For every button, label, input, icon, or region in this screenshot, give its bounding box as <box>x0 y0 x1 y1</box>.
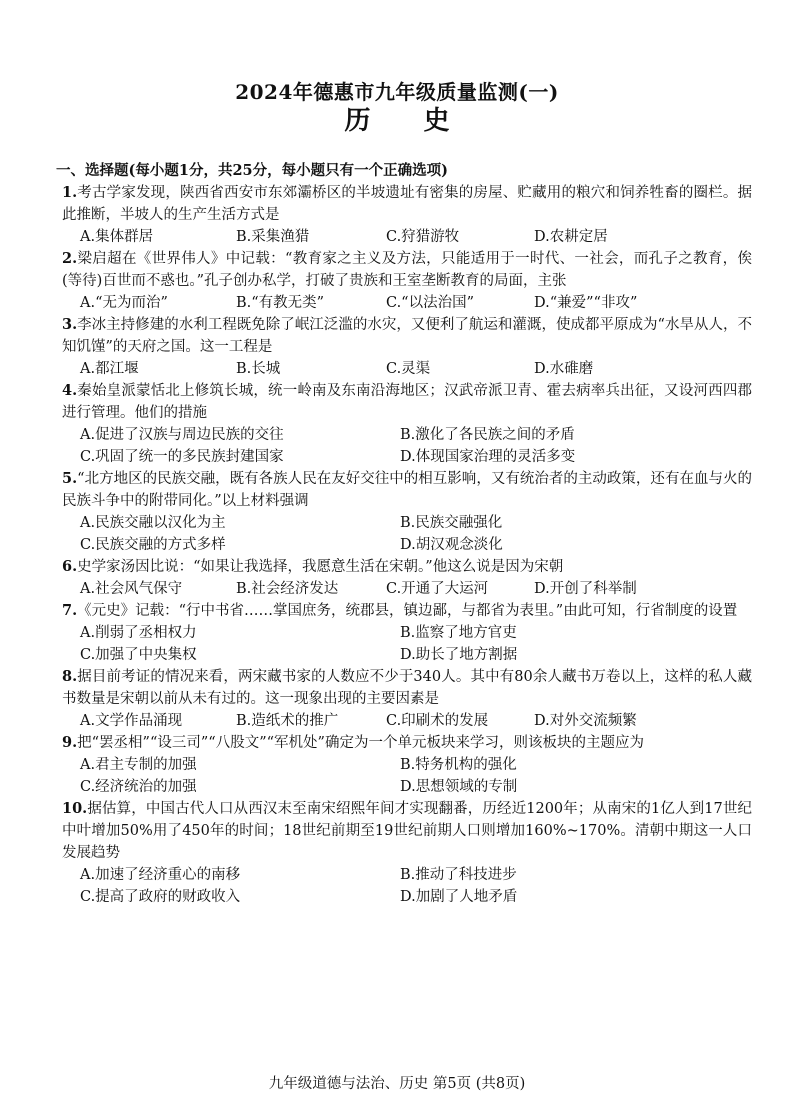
option-a: A.加速了经济重心的南移 <box>80 867 241 883</box>
options <box>62 886 752 908</box>
question-5 <box>62 468 752 556</box>
section-heading: 一、选择题(每小题1分，共25分，每小题只有一个正确选项) <box>56 162 448 179</box>
option-d: D.思想领域的专制 <box>400 779 518 795</box>
option-c: C.经济统治的加强 <box>80 779 197 795</box>
options <box>62 534 752 556</box>
question-1 <box>62 182 752 248</box>
options <box>62 512 752 534</box>
question-number: 5. <box>62 470 78 487</box>
question-number: 1. <box>62 184 78 201</box>
question-number: 9. <box>62 734 78 751</box>
question-2 <box>62 248 752 314</box>
option-b: B.长城 <box>236 361 281 377</box>
question-number: 8. <box>62 668 78 685</box>
option-a: A.君主专制的加强 <box>80 757 197 773</box>
options <box>62 226 752 248</box>
option-b: B.推动了科技进步 <box>400 867 517 883</box>
question-number: 2. <box>62 250 78 267</box>
question-stem: 把“罢丞相”“设三司”“八股文”“军机处”确定为一个单元板块来学习，则该板块的主题应为 <box>77 735 644 751</box>
option-b: B.社会经济发达 <box>236 581 339 597</box>
option-c: C.开通了大运河 <box>386 581 489 597</box>
question-stem: 据估算，中国古代人口从西汉末至南宋绍熙年间才实现翻番，历经近1200年；从南宋的1亿人到17世纪中叶增加50%用了450年的时间；18世纪前期至19世纪前期人口则增加160%~170%。清朝中期这一人口发展趋势 <box>62 801 752 861</box>
question-stem: 李冰主持修建的水利工程既免除了岷江泛滥的水灾，又便利了航运和灌溉，使成都平原成为“水旱从人，不知饥馑”的天府之国。这一工程是 <box>62 317 752 355</box>
question-number: 4. <box>62 382 78 399</box>
question-4 <box>62 380 752 468</box>
question-number: 7. <box>62 602 78 619</box>
option-a: A.都江堰 <box>80 361 139 377</box>
question-stem: 《元史》记载：“行中书省……掌国庶务，统郡县，镇边鄙，与都省为表里。”由此可知，行省制度的设置 <box>77 603 738 619</box>
options <box>62 292 752 314</box>
question-number: 10. <box>62 800 88 817</box>
option-b: B.特务机构的强化 <box>400 757 517 773</box>
options <box>62 622 752 644</box>
question-9 <box>62 732 752 798</box>
options <box>62 864 752 886</box>
option-c: C.加强了中央集权 <box>80 647 197 663</box>
question-10 <box>62 798 752 908</box>
question-stem: 史学家汤因比说：“如果让我选择，我愿意生活在宋朝。”他这么说是因为宋朝 <box>77 559 564 575</box>
option-a: A.民族交融以汉化为主 <box>80 515 226 531</box>
option-d: D.开创了科举制 <box>534 581 637 597</box>
option-d: D.体现国家治理的灵活多变 <box>400 449 576 465</box>
question-stem: 秦始皇派蒙恬北上修筑长城，统一岭南及东南沿海地区；汉武帝派卫青、霍去病率兵出征，又设河西四郡进行管理。他们的措施 <box>62 383 752 421</box>
question-number: 3. <box>62 316 78 333</box>
options <box>62 644 752 666</box>
subject-title: 历 史 <box>344 106 472 136</box>
option-c: C.巩固了统一的多民族封建国家 <box>80 449 284 465</box>
option-c: C.“以法治国” <box>386 295 475 311</box>
option-a: A.集体群居 <box>80 229 154 245</box>
options <box>62 446 752 468</box>
option-d: D.加剧了人地矛盾 <box>400 889 518 905</box>
option-c: C.提高了政府的财政收入 <box>80 889 241 905</box>
option-a: A.“无为而治” <box>80 295 168 311</box>
option-b: B.采集渔猎 <box>236 229 310 245</box>
options <box>62 754 752 776</box>
option-b: B.监察了地方官吏 <box>400 625 517 641</box>
question-6 <box>62 556 752 600</box>
option-a: A.促进了汉族与周边民族的交往 <box>80 427 284 443</box>
option-d: D.助长了地方割据 <box>400 647 518 663</box>
option-a: A.削弱了丞相权力 <box>80 625 197 641</box>
option-d: D.水碓磨 <box>534 361 594 377</box>
option-d: D.农耕定居 <box>534 229 608 245</box>
option-d: D.胡汉观念淡化 <box>400 537 503 553</box>
option-b: B.“有教无类” <box>236 295 325 311</box>
question-list <box>56 160 752 908</box>
options <box>62 578 752 600</box>
question-3 <box>62 314 752 380</box>
option-a: A.社会风气保守 <box>80 581 183 597</box>
options <box>62 358 752 380</box>
option-c: C.灵渠 <box>386 361 431 377</box>
options <box>62 424 752 446</box>
question-number: 6. <box>62 558 78 575</box>
options <box>62 710 752 732</box>
option-d: D.“兼爱”“非攻” <box>534 295 638 311</box>
question-stem: 据目前考证的情况来看，两宋藏书家的人数应不少于340人。其中有80余人藏书万卷以上，这样的私人藏书数量是宋朝以前从未有过的。这一现象出现的主要因素是 <box>62 669 752 707</box>
question-stem: “北方地区的民族交融，既有各族人民在友好交往中的相互影响，又有统治者的主动政策，还有在血与火的民族斗争中的附带同化。”以上材料强调 <box>62 471 752 509</box>
option-b: B.民族交融强化 <box>400 515 503 531</box>
question-7 <box>62 600 752 666</box>
question-stem: 考古学家发现，陕西省西安市东郊灞桥区的半坡遗址有密集的房屋、贮藏用的粮穴和饲养牲畜的圈栏。据此推断，半坡人的生产生活方式是 <box>62 185 752 223</box>
option-d: D.对外交流频繁 <box>534 713 637 729</box>
question-stem: 梁启超在《世界伟人》中记载：“教育家之主义及方法，只能适用于一时代、一社会，而孔子之教育，俟(等待)百世而不惑也。”孔子创办私学，打破了贵族和王室垄断教育的局面，主张 <box>62 251 752 289</box>
options <box>62 776 752 798</box>
option-c: C.民族交融的方式多样 <box>80 537 226 553</box>
exam-title: 2024年德惠市九年级质量监测(一) <box>235 80 559 104</box>
option-b: B.造纸术的推广 <box>236 713 339 729</box>
option-b: B.激化了各民族之间的矛盾 <box>400 427 575 443</box>
option-c: C.印刷术的发展 <box>386 713 489 729</box>
question-8 <box>62 666 752 732</box>
page-footer: 九年级道德与法治、历史 第5页 (共8页) <box>268 1076 526 1092</box>
option-c: C.狩猎游牧 <box>386 229 460 245</box>
option-a: A.文学作品涌现 <box>80 713 183 729</box>
